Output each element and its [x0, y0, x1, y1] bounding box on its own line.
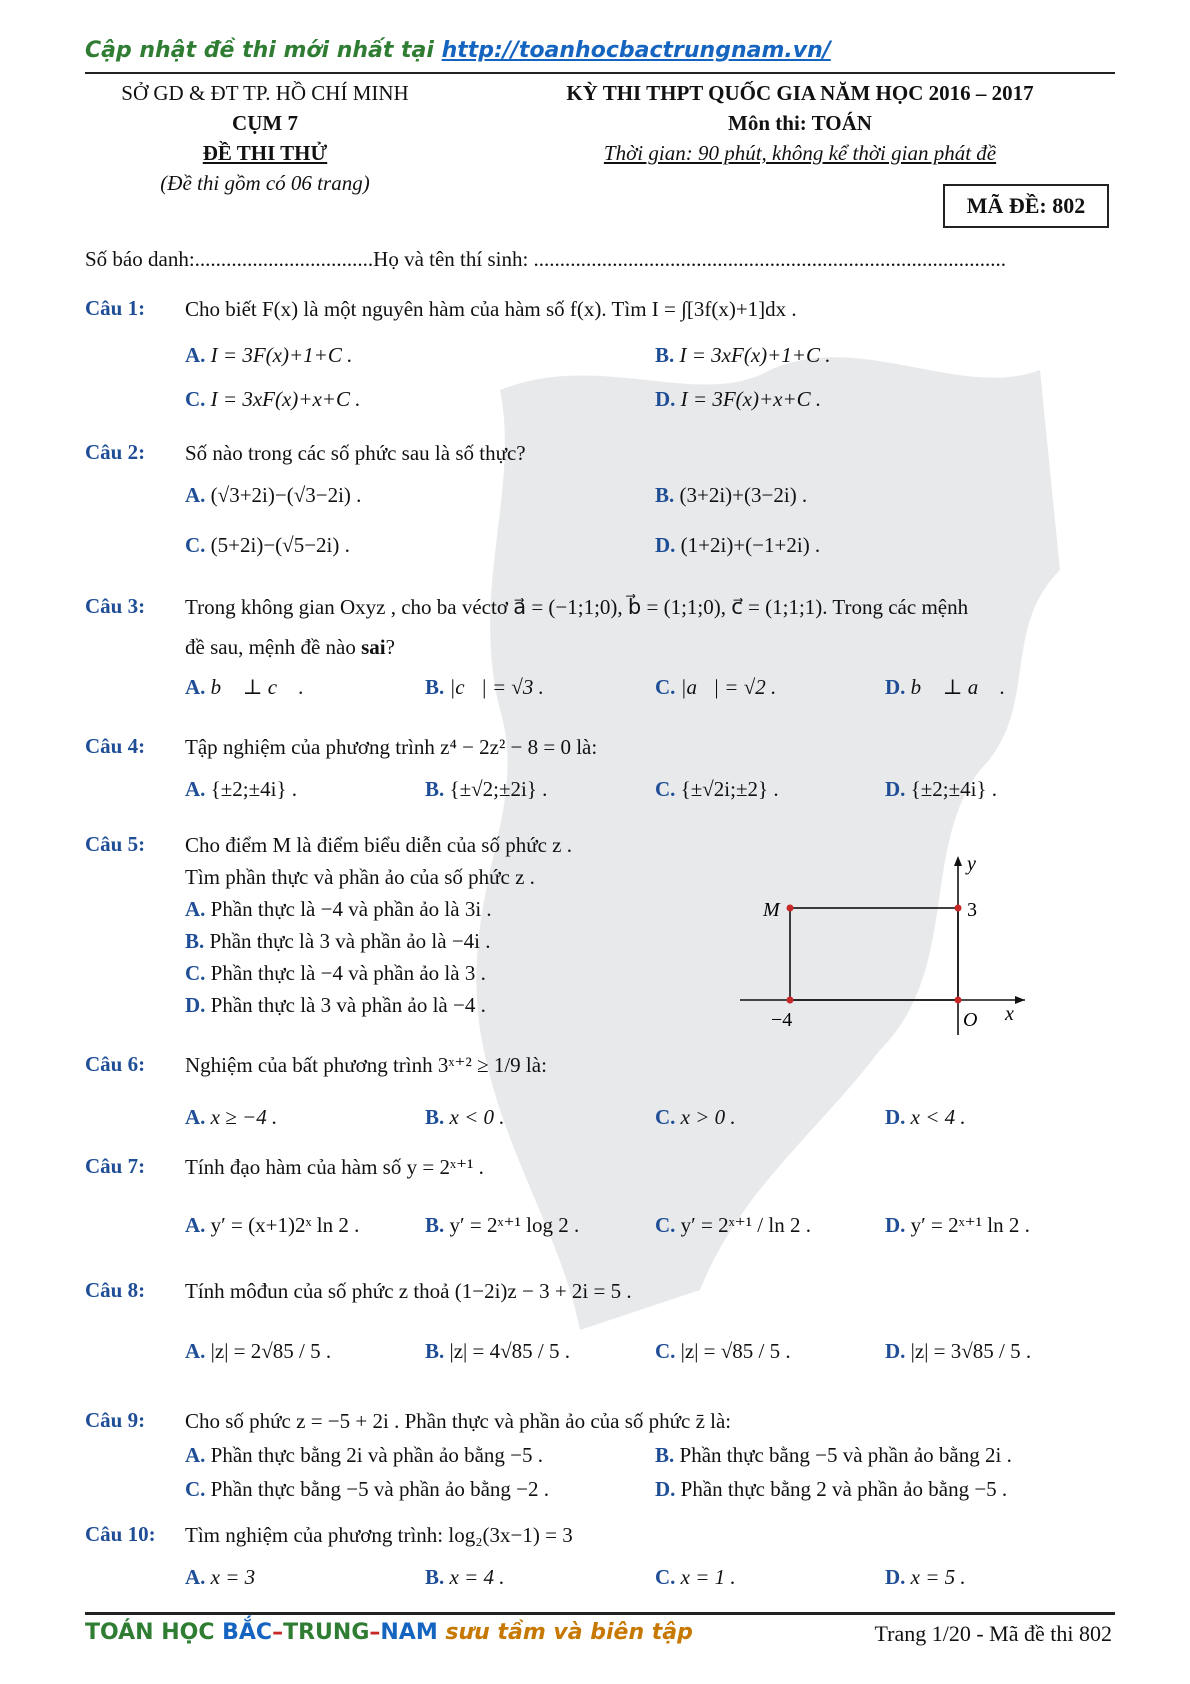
- option-text: y′ = 2ˣ⁺¹ / ln 2 .: [680, 1213, 811, 1237]
- option-text: |c⃗| = √3 .: [449, 675, 544, 699]
- question-number: Câu 6:: [85, 1052, 146, 1076]
- answer-option: [185, 992, 486, 1018]
- answer-option: [885, 1212, 1030, 1238]
- option-text: Phần thực là 3 và phần ảo là −4i .: [209, 929, 491, 953]
- point-x-4: [787, 997, 794, 1004]
- option-text: x < 0 .: [449, 1105, 505, 1129]
- option-label: D.: [885, 1105, 906, 1129]
- option-label: D.: [885, 1339, 906, 1363]
- question-stem: Nghiệm của bất phương trình 3ˣ⁺² ≥ 1/9 là:: [185, 1053, 547, 1077]
- option-label: C.: [655, 1339, 676, 1363]
- option-text: |z| = √85 / 5 .: [680, 1339, 791, 1363]
- option-text: Phần thực bằng 2 và phần ảo bằng −5 .: [680, 1477, 1008, 1501]
- point-m: [787, 905, 794, 912]
- answer-option: [185, 1476, 549, 1502]
- option-text: {±2;±4i} .: [210, 777, 298, 801]
- footer-brand-part: TOÁN HỌC: [85, 1620, 223, 1645]
- option-text: x ≥ −4 .: [210, 1105, 278, 1129]
- answer-option: [425, 1338, 570, 1364]
- option-label: C.: [655, 777, 676, 801]
- answer-option: [185, 1564, 255, 1590]
- y-axis-label: y: [967, 853, 976, 875]
- answer-option: [185, 1338, 331, 1364]
- option-text: b⃗ ⊥ a⃗ .: [910, 675, 1006, 699]
- option-label: C.: [185, 533, 206, 557]
- header-divider: [85, 72, 1115, 74]
- department-name: SỞ GD & ĐT TP. HỒ CHÍ MINH: [121, 81, 409, 105]
- question-stem: Tập nghiệm của phương trình z⁴ − 2z² − 8 = 0 là:: [185, 735, 598, 759]
- answer-option: [655, 482, 807, 508]
- answer-option: [185, 342, 352, 368]
- answer-option: [425, 674, 544, 700]
- footer-divider: [85, 1612, 1115, 1615]
- answer-option: [185, 928, 491, 954]
- footer-brand-part: TRUNG: [283, 1620, 370, 1645]
- option-label: A.: [185, 675, 206, 699]
- question-stem: Tính môđun của số phức z thoả (1−2i)z − 3 + 2i = 5 .: [185, 1279, 632, 1303]
- answer-option: [185, 1104, 277, 1130]
- option-label: B.: [425, 1213, 445, 1237]
- site-banner: [85, 38, 831, 63]
- option-text: I = 3F(x)+1+C .: [210, 343, 353, 367]
- option-label: D.: [655, 533, 676, 557]
- complex-plane-figure: [735, 850, 1035, 1040]
- footer-brand: [85, 1620, 693, 1645]
- option-text: x > 0 .: [680, 1105, 736, 1129]
- answer-option: [425, 1104, 505, 1130]
- option-label: D.: [655, 387, 676, 411]
- option-text: x < 4 .: [910, 1105, 966, 1129]
- option-text: |a⃗| = √2 .: [680, 675, 777, 699]
- option-text: b⃗ ⊥ c⃗ .: [210, 675, 304, 699]
- option-label: A.: [185, 483, 206, 507]
- option-text: y′ = (x+1)2ˣ ln 2 .: [210, 1213, 360, 1237]
- question-number: Câu 3:: [85, 594, 146, 618]
- option-label: B.: [655, 343, 675, 367]
- answer-option: [885, 1104, 966, 1130]
- option-label: C.: [655, 1565, 676, 1589]
- option-text: Phần thực là −4 và phần ảo là 3i .: [210, 897, 492, 921]
- answer-option: [425, 1212, 579, 1238]
- option-text: x = 4 .: [449, 1565, 505, 1589]
- answer-option: [885, 674, 1005, 700]
- answer-option: [185, 1212, 359, 1238]
- answer-option: [185, 674, 304, 700]
- question-stem: Trong không gian Oxyz , cho ba véctơ a⃗ = (−1;1;0), b⃗ = (1;1;0), c⃗ = (1;1;1). Trong các mệnh: [185, 595, 969, 619]
- question-number: Câu 4:: [85, 734, 146, 758]
- question-number: Câu 2:: [85, 440, 146, 464]
- candidate-info-line: Số báo danh:..................................Họ và tên thí sinh: ..........................................................................................: [85, 247, 1007, 271]
- option-label: A.: [185, 897, 206, 921]
- answer-option: [655, 1104, 736, 1130]
- x-value-label: −4: [771, 1009, 793, 1031]
- option-label: D.: [885, 777, 906, 801]
- option-label: D.: [885, 1565, 906, 1589]
- question-stem: Cho biết F(x) là một nguyên hàm của hàm số f(x). Tìm I = ∫[3f(x)+1]dx .: [185, 297, 797, 321]
- banner-link[interactable]: http://toanhocbactrungnam.vn/: [441, 38, 831, 63]
- answer-option: [885, 1338, 1031, 1364]
- footer-brand-part: BẮC: [222, 1620, 273, 1645]
- answer-option: [655, 674, 776, 700]
- stem-part: ?: [385, 635, 395, 659]
- exam-title: KỲ THI THPT QUỐC GIA NĂM HỌC 2016 – 2017: [566, 81, 1034, 105]
- option-text: x = 3: [210, 1565, 256, 1589]
- option-text: Phần thực bằng −5 và phần ảo bằng 2i .: [679, 1443, 1012, 1467]
- question-number: Câu 8:: [85, 1278, 146, 1302]
- question-number: Câu 9:: [85, 1408, 146, 1432]
- option-label: B.: [185, 929, 205, 953]
- option-label: A.: [185, 1213, 206, 1237]
- point-y3: [955, 905, 962, 912]
- option-text: y′ = 2ˣ⁺¹ ln 2 .: [910, 1213, 1030, 1237]
- cluster-name: CỤM 7: [232, 111, 298, 135]
- option-text: Phần thực là −4 và phần ảo là 3 .: [210, 961, 486, 985]
- answer-option: [185, 482, 361, 508]
- option-label: D.: [185, 993, 206, 1017]
- answer-option: [885, 1564, 966, 1590]
- option-label: C.: [185, 1477, 206, 1501]
- option-text: I = 3xF(x)+1+C .: [679, 343, 831, 367]
- question-number: Câu 5:: [85, 832, 146, 856]
- option-text: |z| = 2√85 / 5 .: [210, 1339, 332, 1363]
- option-text: {±2;±4i} .: [910, 777, 998, 801]
- origin-label: O: [963, 1009, 978, 1031]
- option-text: (5+2i)−(√5−2i) .: [210, 533, 350, 557]
- question-stem-continued: Tìm phần thực và phần ảo của số phức z .: [185, 865, 535, 889]
- answer-option: [185, 1442, 543, 1468]
- option-label: C.: [185, 961, 206, 985]
- answer-option: [655, 342, 830, 368]
- option-text: Phần thực bằng −5 và phần ảo bằng −2 .: [210, 1477, 549, 1501]
- answer-option: [655, 1212, 811, 1238]
- option-label: B.: [655, 483, 675, 507]
- question-number: Câu 7:: [85, 1154, 146, 1178]
- answer-option: [425, 776, 547, 802]
- answer-option: [655, 1476, 1007, 1502]
- answer-option: [185, 532, 350, 558]
- option-label: C.: [655, 1213, 676, 1237]
- option-label: A.: [185, 1105, 206, 1129]
- option-label: A.: [185, 1443, 206, 1467]
- option-text: I = 3xF(x)+x+C .: [210, 387, 361, 411]
- option-label: B.: [655, 1443, 675, 1467]
- answer-option: [655, 1442, 1012, 1468]
- option-text: (1+2i)+(−1+2i) .: [680, 533, 821, 557]
- answer-option: [655, 1338, 791, 1364]
- answer-option: [425, 1564, 505, 1590]
- option-label: B.: [425, 777, 445, 801]
- option-label: B.: [425, 1565, 445, 1589]
- answer-option: [185, 896, 492, 922]
- y-axis-arrow: [954, 856, 962, 866]
- option-label: A.: [185, 1339, 206, 1363]
- x-axis-arrow: [1015, 996, 1025, 1004]
- option-label: C.: [655, 1105, 676, 1129]
- footer-brand-tagline: sưu tầm và biên tập: [445, 1620, 693, 1645]
- question-number: Câu 1:: [85, 296, 146, 320]
- answer-option: [185, 776, 297, 802]
- option-label: B.: [425, 1339, 445, 1363]
- footer-brand-part: –: [272, 1620, 284, 1645]
- option-text: {±√2;±2i} .: [449, 777, 548, 801]
- option-text: (√3+2i)−(√3−2i) .: [210, 483, 362, 507]
- option-text: y′ = 2ˣ⁺¹ log 2 .: [449, 1213, 580, 1237]
- question-number: Câu 10:: [85, 1522, 156, 1546]
- page-count-note: (Đề thi gồm có 06 trang): [160, 171, 370, 195]
- option-label: C.: [185, 387, 206, 411]
- option-text: x = 5 .: [910, 1565, 966, 1589]
- exam-subject: Môn thi: TOÁN: [728, 111, 872, 135]
- stem-part: đề sau, mệnh đề nào: [185, 635, 362, 659]
- option-text: (3+2i)+(3−2i) .: [679, 483, 808, 507]
- option-label: B.: [425, 1105, 445, 1129]
- option-label: D.: [885, 675, 906, 699]
- footer-brand-part: –: [369, 1620, 381, 1645]
- option-label: B.: [425, 675, 445, 699]
- option-text: {±√2i;±2} .: [680, 777, 779, 801]
- stem-emphasis: sai: [361, 635, 386, 659]
- y-value-label: 3: [967, 899, 977, 921]
- question-stem: Tìm nghiệm của phương trình: log₂(3x−1) = 3: [185, 1523, 573, 1547]
- option-label: A.: [185, 343, 206, 367]
- option-label: D.: [655, 1477, 676, 1501]
- footer-brand-part: NAM: [380, 1620, 446, 1645]
- answer-option: [655, 532, 820, 558]
- answer-option: [655, 1564, 736, 1590]
- option-text: I = 3F(x)+x+C .: [680, 387, 822, 411]
- exam-type: ĐỀ THI THỬ: [202, 141, 328, 165]
- question-stem: Số nào trong các số phức sau là số thực?: [185, 441, 526, 465]
- answer-option: [185, 960, 486, 986]
- option-label: D.: [885, 1213, 906, 1237]
- option-text: |z| = 4√85 / 5 .: [449, 1339, 570, 1363]
- answer-option: [885, 776, 997, 802]
- exam-code: MÃ ĐỀ: 802: [966, 193, 1086, 218]
- option-text: Phần thực là 3 và phần ảo là −4 .: [210, 993, 486, 1017]
- origin-point: [955, 997, 962, 1004]
- option-text: Phần thực bằng 2i và phần ảo bằng −5 .: [210, 1443, 543, 1467]
- question-stem: Cho điểm M là điểm biểu diễn của số phức z .: [185, 833, 572, 857]
- option-text: x = 1 .: [680, 1565, 736, 1589]
- exam-duration: Thời gian: 90 phút, không kể thời gian phát đề: [603, 141, 997, 165]
- answer-option: [655, 386, 821, 412]
- page-number: Trang 1/20 - Mã đề thi 802: [874, 1621, 1112, 1646]
- option-label: C.: [655, 675, 676, 699]
- option-label: A.: [185, 1565, 206, 1589]
- answer-option: [655, 776, 779, 802]
- question-stem-continued: [185, 634, 395, 660]
- banner-text: Cập nhật đề thi mới nhất tại: [85, 38, 442, 63]
- projection-rectangle: [790, 908, 958, 1000]
- option-text: |z| = 3√85 / 5 .: [910, 1339, 1032, 1363]
- answer-option: [185, 386, 360, 412]
- option-label: A.: [185, 777, 206, 801]
- point-m-label: M: [763, 899, 780, 921]
- question-stem: Tính đạo hàm của hàm số y = 2ˣ⁺¹ .: [185, 1155, 484, 1179]
- exam-code-box: [943, 184, 1109, 228]
- x-axis-label: x: [1005, 1003, 1014, 1025]
- question-stem: Cho số phức z = −5 + 2i . Phần thực và phần ảo của số phức z̄ là:: [185, 1409, 732, 1433]
